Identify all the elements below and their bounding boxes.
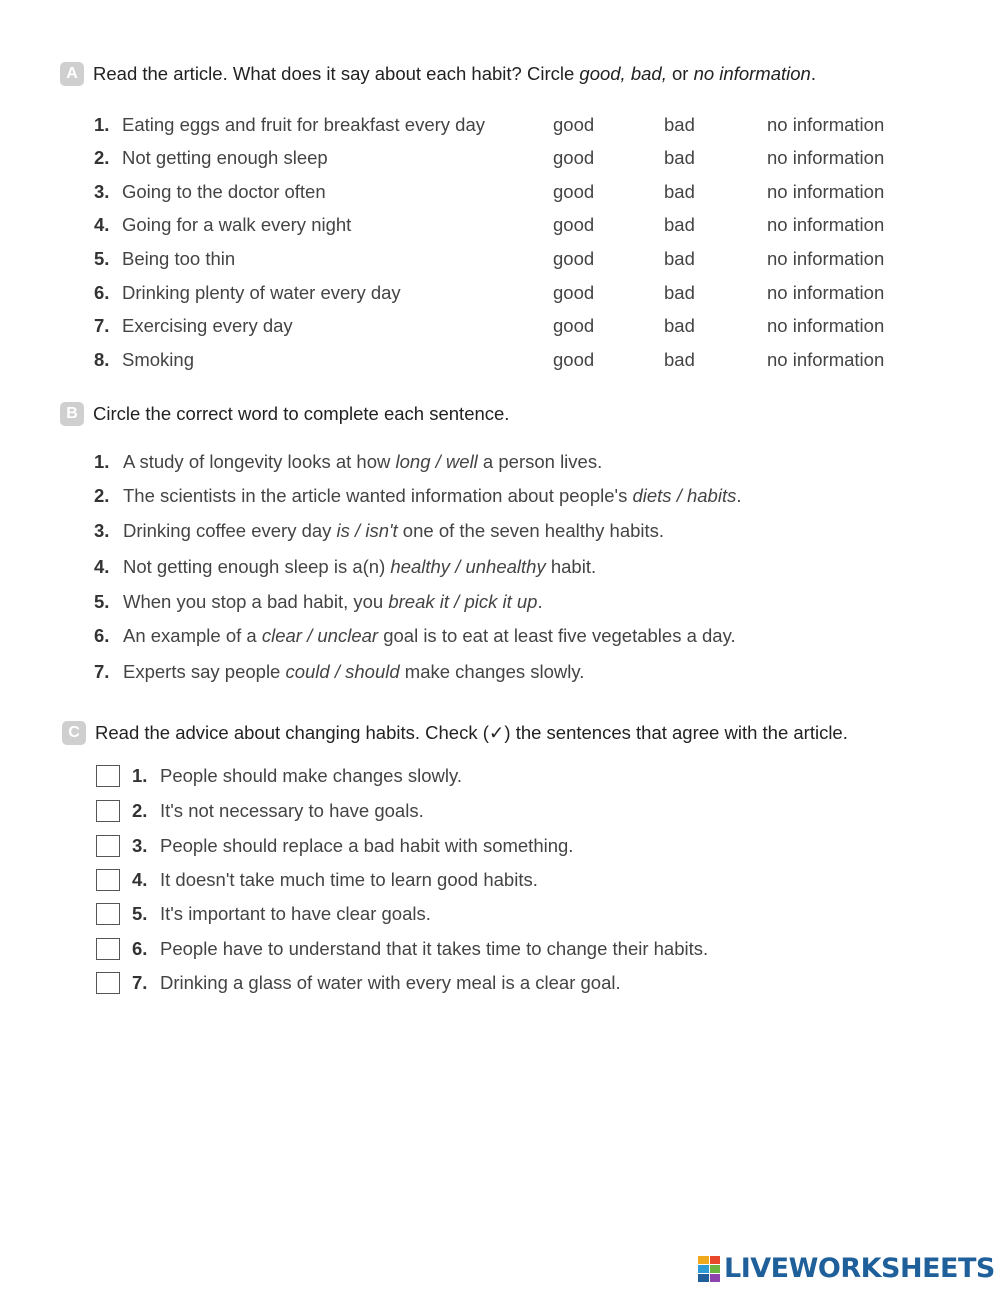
- habit-text: Exercising every day: [122, 315, 293, 336]
- checkbox[interactable]: [96, 972, 120, 994]
- habit-row-8: 8. Smoking good bad no information: [94, 349, 885, 370]
- option-bad[interactable]: bad: [664, 214, 695, 235]
- option-bad[interactable]: bad: [664, 248, 695, 269]
- section-a-instruction: Read the article. What does it say about each habit? Circle good, bad, or no information.: [93, 63, 816, 84]
- logo-tile: [710, 1274, 721, 1282]
- logo-text: LIVEWORKSHEETS: [724, 1253, 995, 1284]
- habit-row-4: 4. Going for a walk every night good bad no information: [94, 214, 885, 235]
- option-bad[interactable]: bad: [664, 147, 695, 168]
- option-no-information[interactable]: no information: [767, 114, 885, 135]
- check-row-4: 4. It doesn't take much time to learn good habits.: [96, 869, 538, 891]
- option-good[interactable]: good: [553, 248, 595, 269]
- checkbox[interactable]: [96, 903, 120, 925]
- sentence-row-6: 6. An example of a clear / unclear goal is to eat at least five vegetables a day.: [94, 625, 736, 646]
- option-no-information[interactable]: no information: [767, 282, 885, 303]
- habit-row-5: 5. Being too thin good bad no information: [94, 248, 885, 269]
- habit-text: Smoking: [122, 349, 194, 370]
- section-c-instruction: Read the advice about changing habits. Check (✓) the sentences that agree with the article.: [95, 722, 848, 743]
- checkbox[interactable]: [96, 869, 120, 891]
- choice-option-1[interactable]: could: [285, 661, 330, 682]
- check-row-5: 5. It's important to have clear goals.: [96, 903, 431, 925]
- logo-tile: [698, 1256, 709, 1264]
- logo-tile: [710, 1265, 721, 1273]
- choice-option-2[interactable]: isn't: [365, 520, 398, 541]
- sentence-row-2: 2. The scientists in the article wanted information about people's diets / habits.: [94, 485, 742, 506]
- habit-row-7: 7. Exercising every day good bad no information: [94, 315, 885, 336]
- habit-row-6: 6. Drinking plenty of water every day good bad no information: [94, 282, 885, 303]
- option-bad[interactable]: bad: [664, 282, 695, 303]
- section-c-header: [62, 721, 848, 745]
- habit-row-2: 2. Not getting enough sleep good bad no information: [94, 147, 885, 168]
- habit-text: Going for a walk every night: [122, 214, 352, 235]
- check-text: People should make changes slowly.: [160, 765, 462, 786]
- checkbox[interactable]: [96, 765, 120, 787]
- choice-option-1[interactable]: break it: [388, 591, 450, 612]
- logo-mark-icon: [698, 1256, 720, 1282]
- section-b-instruction: Circle the correct word to complete each sentence.: [93, 403, 510, 424]
- choice-option-2[interactable]: should: [345, 661, 400, 682]
- option-good[interactable]: good: [553, 282, 595, 303]
- option-no-information[interactable]: no information: [767, 214, 885, 235]
- section-a-badge: A: [60, 62, 84, 86]
- option-bad[interactable]: bad: [664, 181, 695, 202]
- habit-text: Eating eggs and fruit for breakfast every day: [122, 114, 486, 135]
- option-good[interactable]: good: [553, 214, 595, 235]
- habit-text: Drinking plenty of water every day: [122, 282, 401, 303]
- option-no-information[interactable]: no information: [767, 349, 885, 370]
- section-b-header: [60, 402, 509, 426]
- checkbox[interactable]: [96, 938, 120, 960]
- option-no-information[interactable]: no information: [767, 147, 885, 168]
- check-row-1: 1. People should make changes slowly.: [96, 765, 462, 787]
- choice-option-1[interactable]: diets: [632, 485, 672, 506]
- check-text: It's not necessary to have goals.: [160, 800, 424, 821]
- section-c-badge: C: [62, 721, 86, 745]
- check-row-7: 7. Drinking a glass of water with every meal is a clear goal.: [96, 972, 621, 994]
- check-text: It doesn't take much time to learn good habits.: [160, 869, 538, 890]
- check-text: Drinking a glass of water with every meal is a clear goal.: [160, 972, 621, 993]
- check-text: People have to understand that it takes time to change their habits.: [160, 938, 709, 959]
- choice-option-1[interactable]: clear: [261, 625, 302, 646]
- habit-text: Going to the doctor often: [122, 181, 326, 202]
- logo-tile: [710, 1256, 721, 1264]
- option-no-information[interactable]: no information: [767, 181, 885, 202]
- section-a-header: [60, 62, 816, 86]
- sentence-row-3: 3. Drinking coffee every day is / isn't one of the seven healthy habits.: [94, 520, 665, 541]
- option-bad[interactable]: bad: [664, 349, 695, 370]
- habit-row-1: 1. Eating eggs and fruit for breakfast every day good bad no information: [94, 114, 885, 135]
- sentence-row-4: 4. Not getting enough sleep is a(n) healthy / unhealthy habit.: [94, 556, 597, 577]
- sentence-row-1: 1. A study of longevity looks at how long / well a person lives.: [94, 451, 603, 472]
- sentence-row-7: 7. Experts say people could / should make changes slowly.: [94, 661, 585, 682]
- choice-option-2[interactable]: unhealthy: [465, 556, 546, 577]
- sentence-row-5: 5. When you stop a bad habit, you break it / pick it up.: [94, 591, 543, 612]
- option-no-information[interactable]: no information: [767, 315, 885, 336]
- option-good[interactable]: good: [553, 114, 595, 135]
- logo-tile: [698, 1274, 709, 1282]
- choice-option-2[interactable]: habits: [686, 485, 737, 506]
- choice-option-1[interactable]: long: [395, 451, 431, 472]
- habit-text: Not getting enough sleep: [122, 147, 328, 168]
- option-bad[interactable]: bad: [664, 315, 695, 336]
- choice-option-2[interactable]: unclear: [317, 625, 379, 646]
- checkbox[interactable]: [96, 800, 120, 822]
- option-good[interactable]: good: [553, 315, 595, 336]
- choice-option-2[interactable]: pick it up: [464, 591, 538, 612]
- option-bad[interactable]: bad: [664, 114, 695, 135]
- liveworksheets-logo: [698, 1253, 995, 1284]
- checkbox[interactable]: [96, 835, 120, 857]
- choice-option-2[interactable]: well: [445, 451, 478, 472]
- check-row-6: 6. People have to understand that it takes time to change their habits.: [96, 938, 708, 960]
- option-no-information[interactable]: no information: [767, 248, 885, 269]
- check-row-3: 3. People should replace a bad habit with something.: [96, 835, 573, 857]
- check-text: People should replace a bad habit with something.: [160, 835, 574, 856]
- logo-tile: [698, 1265, 709, 1273]
- habit-row-3: 3. Going to the doctor often good bad no information: [94, 181, 885, 202]
- choice-option-1[interactable]: healthy: [390, 556, 451, 577]
- check-text: It's important to have clear goals.: [160, 903, 431, 924]
- habit-text: Being too thin: [122, 248, 236, 269]
- option-good[interactable]: good: [553, 349, 595, 370]
- option-good[interactable]: good: [553, 147, 595, 168]
- check-row-2: 2. It's not necessary to have goals.: [96, 800, 424, 822]
- section-b-badge: B: [60, 402, 84, 426]
- option-good[interactable]: good: [553, 181, 595, 202]
- choice-option-1[interactable]: is: [336, 520, 350, 541]
